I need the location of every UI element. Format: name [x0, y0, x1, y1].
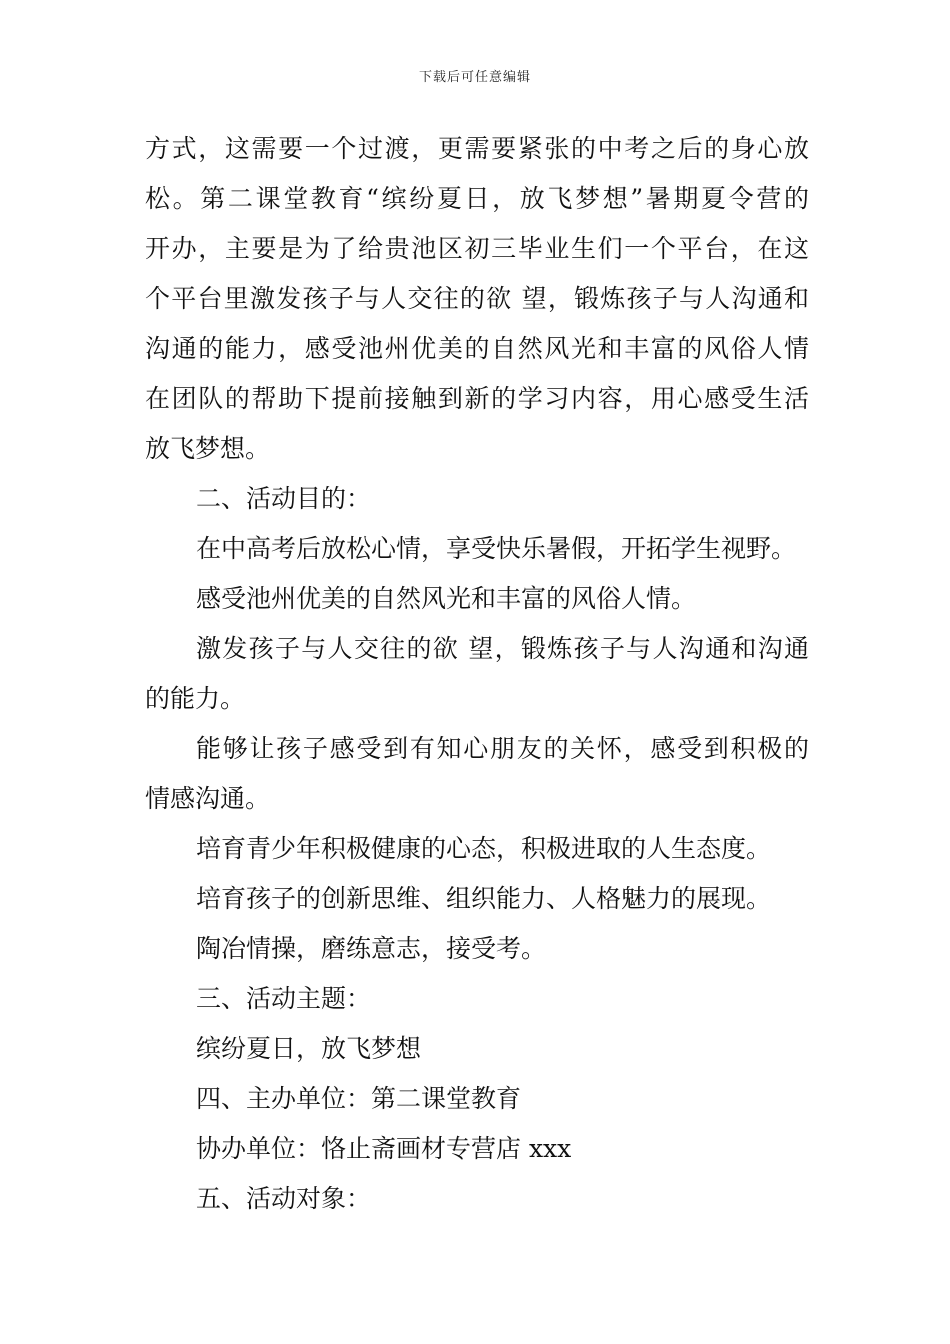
- paragraph-line: 情感沟通。: [145, 784, 271, 813]
- paragraph-line: 培育孩子的创新思维、组织能力、人格魅力的展现。: [196, 884, 772, 913]
- paragraph-line: 在团队的帮助下提前接触到新的学习内容，用心感受生活: [145, 384, 809, 413]
- paragraph-line: 的能力。: [145, 684, 246, 713]
- paragraph-line: 缤纷夏日，放飞梦想: [196, 1034, 422, 1063]
- paragraph-line: 方式，这需要一个过渡，更需要紧张的中考之后的身心放: [145, 134, 809, 163]
- page-header: 下载后可任意编辑: [418, 70, 531, 85]
- paragraph-line: 能够让孩子感受到有知心朋友的关怀，感受到积极的: [196, 734, 809, 763]
- document-body: [145, 124, 809, 1224]
- paragraph-line: 协办单位：恪止斋画材专营店 xxx: [196, 1134, 572, 1163]
- paragraph-line: 沟通的能力，感受池州优美的自然风光和丰富的风俗人情: [145, 334, 809, 363]
- section-heading: 四、主办单位：第二课堂教育: [196, 1084, 522, 1113]
- paragraph-line: 开办，主要是为了给贵池区初三毕业生们一个平台，在这: [145, 234, 809, 263]
- paragraph-line: 感受池州优美的自然风光和丰富的风俗人情。: [196, 584, 697, 613]
- paragraph-line: 放飞梦想。: [145, 434, 271, 463]
- paragraph-line: 个平台里激发孩子与人交往的欲 望，锻炼孩子与人沟通和: [145, 284, 809, 313]
- paragraph-line: 激发孩子与人交往的欲 望，锻炼孩子与人沟通和沟通: [196, 634, 809, 663]
- section-heading: 五、活动对象：: [196, 1184, 372, 1213]
- paragraph-line: 陶冶情操，磨练意志，接受考。: [196, 934, 547, 963]
- paragraph-line: 培育青少年积极健康的心态，积极进取的人生态度。: [196, 834, 772, 863]
- section-heading: 三、活动主题：: [196, 984, 372, 1013]
- section-heading: 二、活动目的：: [196, 484, 372, 513]
- paragraph-line: 松。第二课堂教育“缤纷夏日，放飞梦想”暑期夏令营的: [145, 184, 809, 213]
- paragraph-line: 在中高考后放松心情，享受快乐暑假，开拓学生视野。: [196, 534, 797, 563]
